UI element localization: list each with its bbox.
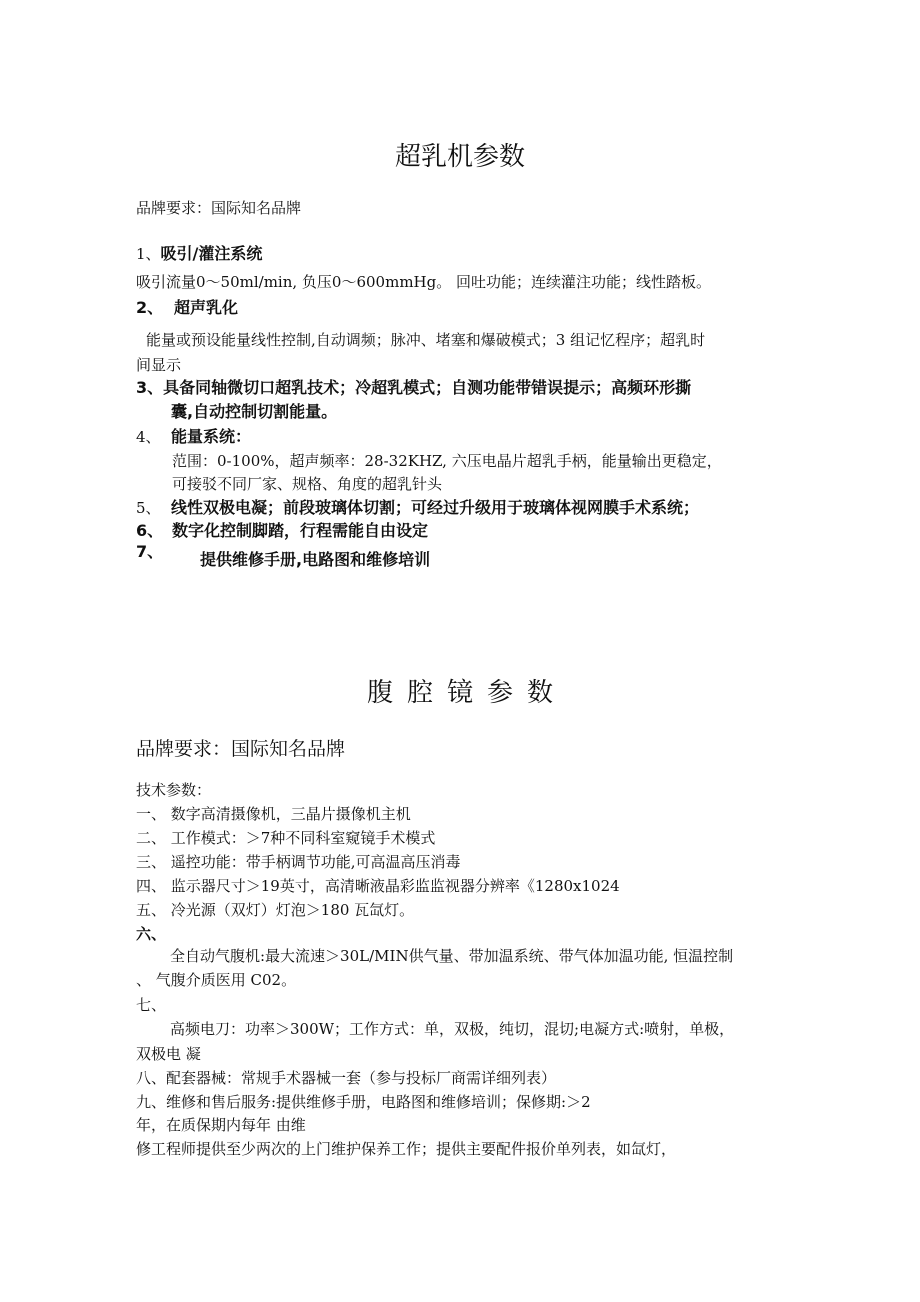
item4-number: 4、 [136,428,161,446]
tech-line-9: 九、维修和售后服务:提供维修手册，电路图和维修培训；保修期:＞2 [136,1093,591,1111]
section2-brand: 品牌要求：国际知名品牌 [136,738,346,760]
item1-title: 吸引/灌注系统 [160,244,263,263]
item7-number: 7、 [136,542,164,561]
tech-label: 技术参数： [136,781,212,799]
tech-line-1: 一、 数字高清摄像机，三晶片摄像机主机 [136,805,411,823]
item1-heading [136,244,262,264]
item1-text: 吸引流量0～50ml/min, 负压0～600mmHg。 回吐功能；连续灌注功能；线性踏板。 [136,273,711,291]
item2-heading [136,298,239,318]
item4-heading [136,427,252,447]
tech-line-7b: 双极电 凝 [136,1045,201,1063]
item2-text-line1: 能量或预设能量线性控制,自动调频；脉冲、堵塞和爆破模式；3 组记忆程序；超乳时 [146,331,706,349]
tech-line-3: 三、 遥控功能：带手柄调节功能,可高温高压消毒 [136,853,461,871]
section1-brand: 品牌要求：国际知名品牌 [136,199,302,217]
tech-line-2: 二、 工作模式：＞7种不同科室窥镜手术模式 [136,829,436,847]
item2-text-line2: 间显示 [136,356,182,374]
item5-number: 5、 [136,499,161,517]
tech-line-5: 五、 冷光源（双灯）灯泡＞180 瓦氙灯。 [136,901,415,919]
tech-line-7-number: 七、 [136,996,167,1014]
tech-line-6a: 全自动气腹机:最大流速＞30L/MIN供气量、带加温系统、带气体加温功能, 恒温控制 [170,947,734,965]
item2-number: 2、 [136,298,164,317]
item3-line2: 囊,自动控制切割能量。 [171,402,338,421]
tech-line-6b: 、 气腹介质医用 C02。 [136,971,297,989]
item4-text-line2: 可接驳不同厂家、规格、角度的超乳针头 [172,475,443,493]
item6 [136,521,429,541]
item5 [136,498,700,518]
tech-line-7a: 高频电刀：功率＞300W；工作方式：单，双极，纯切，混切;电凝方式:喷射，单极， [170,1020,735,1038]
item3-line1: 3、具备同轴微切口超乳技术；冷超乳模式；自测功能带错误提示；高频环形撕 [136,378,692,397]
tech-line-10: 年，在质保期内每年 由维 [136,1116,306,1134]
item4-text-line1: 范围：0-100%，超声频率：28-32KHZ, 六压电晶片超乳手柄，能量输出更稳定， [172,452,722,470]
tech-line-11: 修工程师提供至少两次的上门维护保养工作；提供主要配件报价单列表，如氙灯， [136,1140,677,1158]
item6-title: 数字化控制脚踏，行程需能自由设定 [172,521,429,540]
item4-title: 能量系统： [171,427,252,446]
item6-number: 6、 [136,521,164,540]
item5-title: 线性双极电凝；前段玻璃体切割；可经过升级用于玻璃体视网膜手术系统； [171,498,700,517]
item2-title: 超声乳化 [174,298,239,317]
section1-title: 超乳机参数 [394,142,525,172]
tech-line-4: 四、 监示器尺寸＞19英寸，高清晰液晶彩监监视器分辨率《1280x1024 [136,877,620,895]
tech-line-8: 八、配套器械：常规手术器械一套（参与投标厂商需详细列表） [136,1069,557,1087]
tech-line-6-number: 六、 [136,925,167,943]
section2-title: 腹腔镜参数 [366,678,567,708]
item1-number: 1、 [136,245,161,263]
item7-title: 提供维修手册,电路图和维修培训 [200,550,431,569]
